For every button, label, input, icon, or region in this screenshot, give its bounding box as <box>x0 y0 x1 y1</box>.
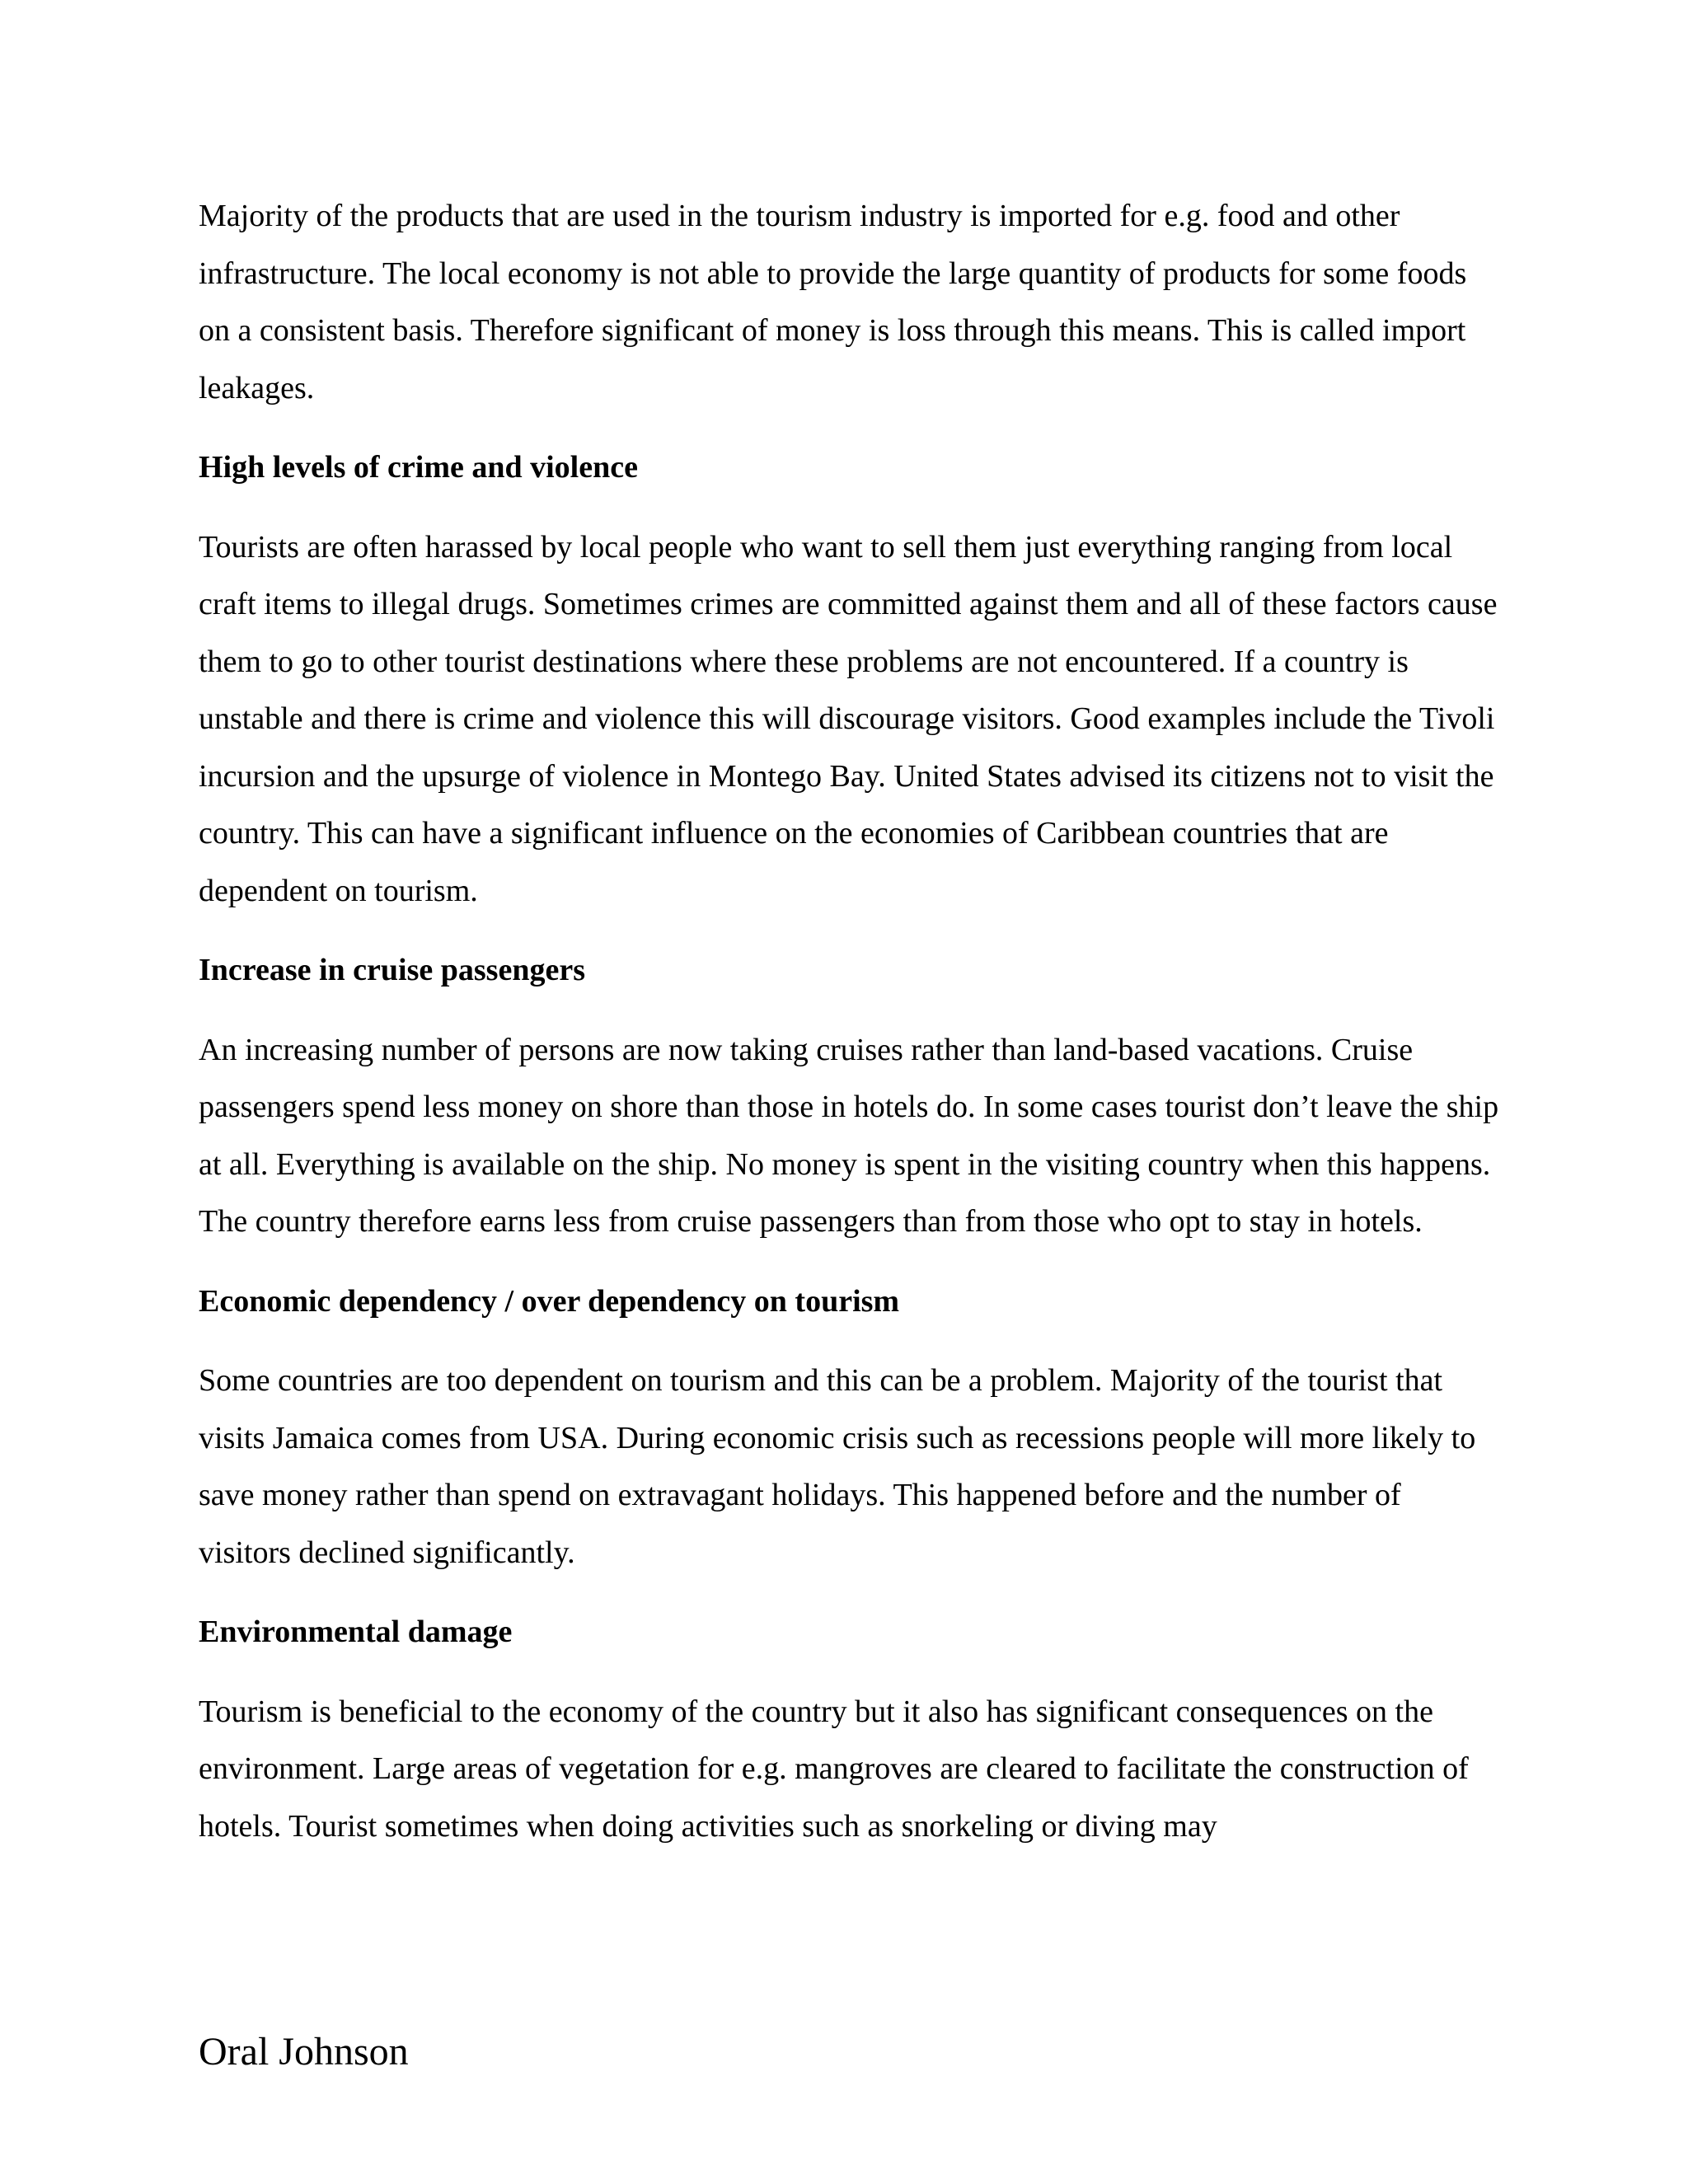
paragraph-economic-dependency: Some countries are too dependent on tourism and this can be a problem. Majority of the tourist that visits Jamaica comes from USA. During economic crisis such as recessions people will more likely to save money rather than spend on extravagant holidays. This happened before and the number of visitors declined significantly. <box>199 1363 1476 1570</box>
paragraph-cruise-passengers: An increasing number of persons are now taking cruises rather than land-based vacations. Cruise passengers spend less money on shore than those in hotels do. In some cases tourist don’t leave the ship at all. Everything is available on the ship. No money is spent in the visiting country when this happens. The country therefore earns less from cruise passengers than from those who opt to stay in hotels. <box>199 1032 1499 1239</box>
paragraph-crime-violence: Tourists are often harassed by local people who want to sell them just everything ranging from local craft items to illegal drugs. Sometimes crimes are committed against them and all of these factors cause them to go to other tourist destinations where these problems are not encountered. If a country is unstable and there is crime and violence this will discourage visitors. Good examples include the Tivoli incursion and the upsurge of violence in Montego Bay. United States advised its citizens not to visit the country. This can have a significant influence on the economies of Caribbean countries that are dependent on tourism. <box>199 529 1498 908</box>
document-body <box>199 188 1501 1877</box>
heading-economic-dependency: Economic dependency / over dependency on tourism <box>199 1283 900 1319</box>
heading-cruise-passengers: Increase in cruise passengers <box>199 953 585 987</box>
paragraph-environmental-damage: Tourism is beneficial to the economy of the country but it also has significant consequences on the environment. Large areas of vegetation for e.g. mangroves are cleared to facilitate the construction of hotels. Tourist sometimes when doing activities such as snorkeling or diving may <box>199 1694 1469 1844</box>
paragraph-import-leakages: Majority of the products that are used in the tourism industry is imported for e.g. food and other infrastructure. The local economy is not able to provide the large quantity of products for some foods on a consistent basis. Therefore significant of money is loss through this means. This is called import leakages. <box>199 199 1467 405</box>
page-footer-author: Oral Johnson <box>199 2030 409 2074</box>
heading-environmental-damage: Environmental damage <box>199 1615 513 1649</box>
heading-crime-violence: High levels of crime and violence <box>199 450 638 485</box>
